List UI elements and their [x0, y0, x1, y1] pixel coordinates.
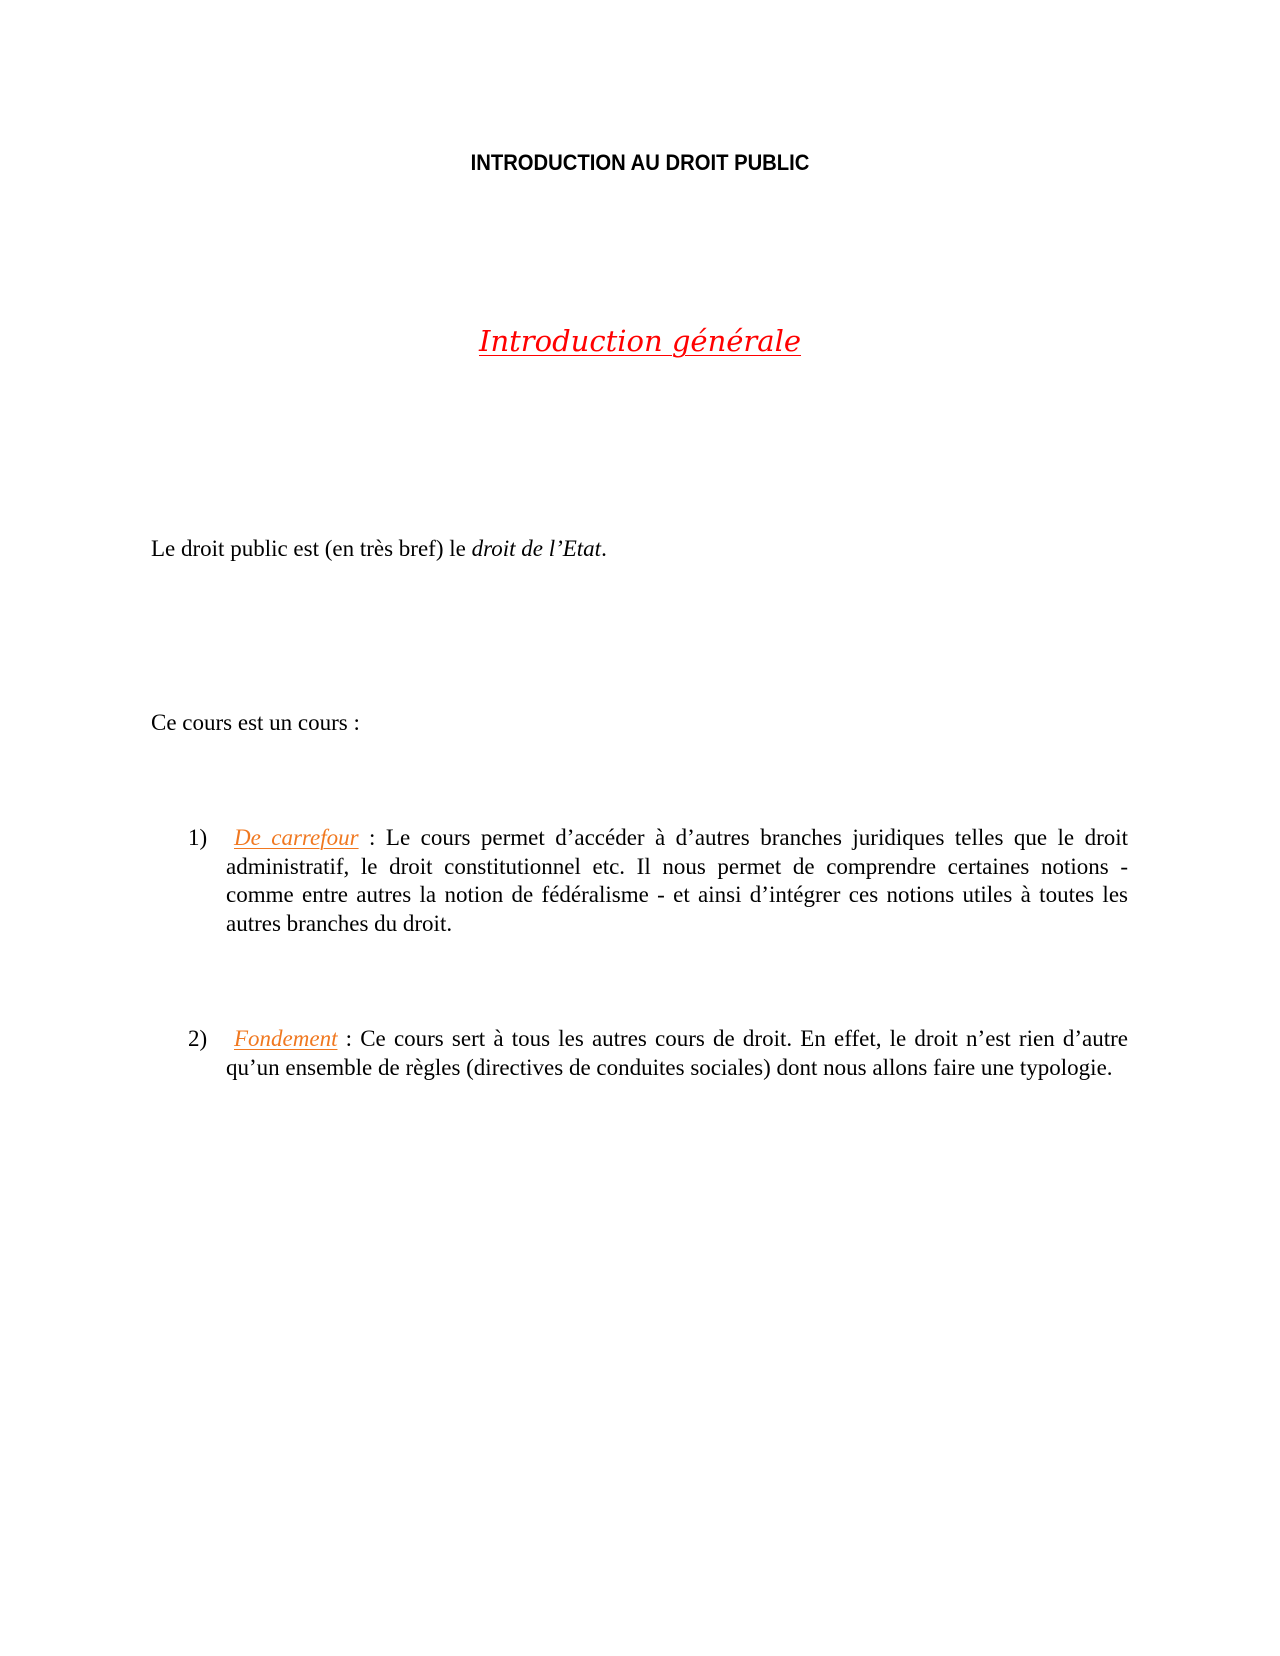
- document-title: INTRODUCTION AU DROIT PUBLIC: [470, 150, 810, 175]
- list-item-number: 1): [188, 825, 208, 850]
- intro-paragraph: [151, 534, 1131, 563]
- list-item-text: : Le cours permet d’accéder à d’autres branches juridiques telles que le droit administratif, le droit constitutionnel etc. Il nous permet de comprendre certaines notions - comme entre autres la notion de fédéralisme - et ainsi d’intégrer ces notions utiles à toutes les autres branches du droit.: [226, 825, 1129, 936]
- list-item: [188, 1025, 1128, 1082]
- list-item-text: : Ce cours sert à tous les autres cours de droit. En effet, le droit n’est rien d’autre qu’un ensemble de règles (directives de conduites sociales) dont nous allons faire une typologie.: [226, 1026, 1128, 1080]
- intro-text: Le droit public est (en très bref) le: [151, 536, 472, 561]
- section-heading: Introduction générale: [478, 324, 802, 358]
- intro-end: .: [601, 536, 607, 561]
- list-item-body: [226, 824, 1128, 938]
- list-item-term: De carrefour: [234, 825, 359, 850]
- course-intro-paragraph: Ce cours est un cours :: [151, 710, 360, 735]
- intro-emphasis: droit de l’Etat: [471, 536, 602, 561]
- list-item: [188, 824, 1128, 938]
- list-item-term: Fondement: [234, 1026, 338, 1051]
- list-item-number: 2): [188, 1026, 208, 1051]
- list-item-body: [226, 1025, 1128, 1082]
